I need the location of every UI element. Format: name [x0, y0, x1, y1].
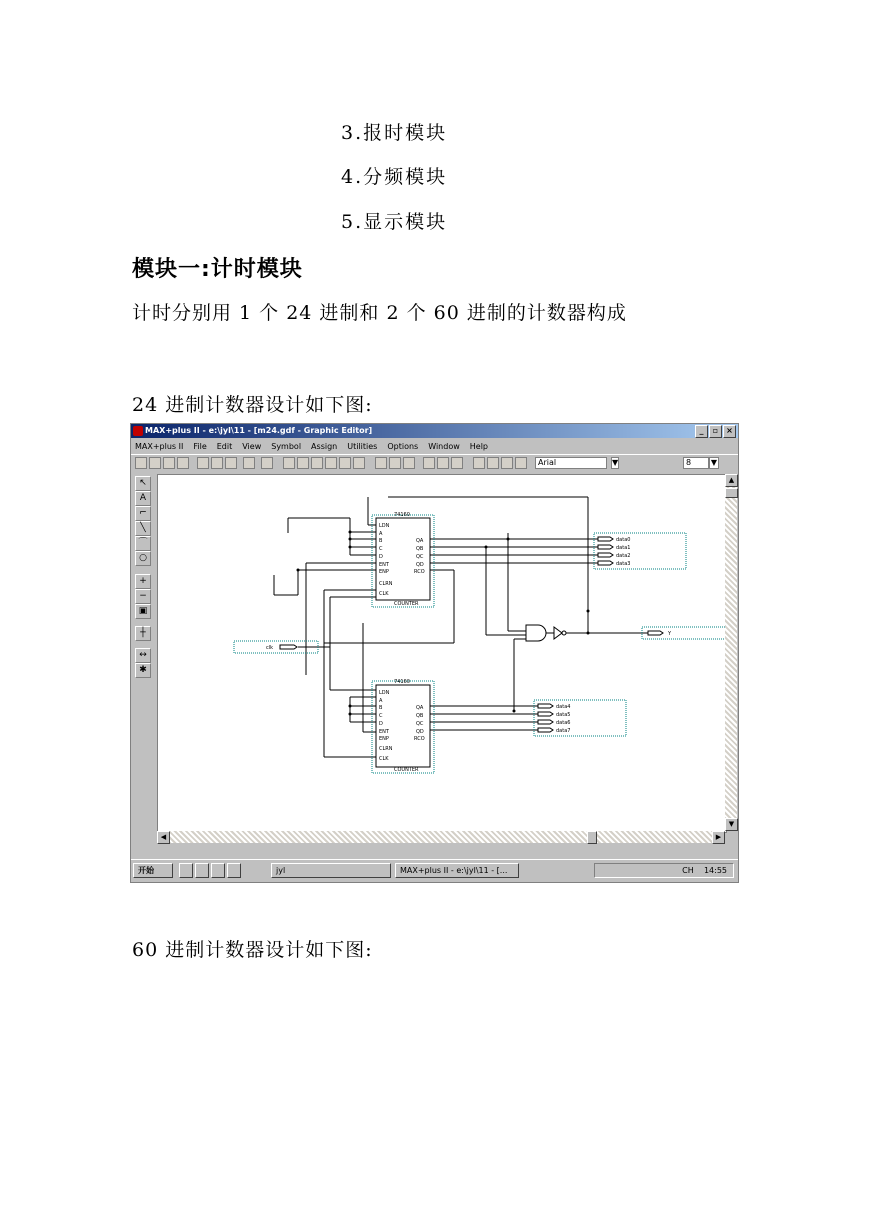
hscroll-thumb[interactable] — [587, 831, 597, 844]
save-icon[interactable] — [163, 457, 175, 469]
arc-tool-icon[interactable]: ⌒ — [135, 536, 151, 551]
pin-c-top: C — [379, 546, 383, 552]
output-data0: data0 — [616, 537, 631, 543]
output-data2: data2 — [616, 553, 631, 559]
pin-qa-top: QA — [416, 538, 424, 544]
list-item-3: 3.报时模块 — [341, 122, 448, 144]
font-size-select[interactable]: 8 — [683, 457, 709, 469]
pin-ldn-top: LDN — [379, 523, 390, 529]
body-paragraph: 计时分别用 1 个 24 进制和 2 个 60 进制的计数器构成 — [132, 302, 627, 324]
close-icon[interactable]: × — [723, 425, 736, 438]
pin-qb-top: QB — [416, 546, 424, 552]
disconnect-icon[interactable]: ✱ — [135, 663, 151, 678]
menu-window[interactable]: Window — [428, 441, 460, 451]
toolbar — [131, 454, 738, 473]
project-save-icon[interactable] — [389, 457, 401, 469]
zoom-a-icon[interactable] — [473, 457, 485, 469]
compile-icon[interactable] — [311, 457, 323, 469]
zoom-c-icon[interactable] — [501, 457, 513, 469]
pin-c-bottom: C — [379, 713, 383, 719]
output-data3: data3 — [616, 561, 631, 567]
scroll-right-icon[interactable]: ▶ — [712, 831, 725, 844]
pin-b-top: B — [379, 538, 383, 544]
clock: 14:55 — [703, 866, 727, 875]
counter-bottom-part: 74160 — [394, 679, 410, 685]
open-file-icon[interactable] — [149, 457, 161, 469]
pin-ldn-bottom: LDN — [379, 690, 390, 696]
pin-rco-bottom: RCO — [414, 736, 425, 742]
program-icon[interactable] — [353, 457, 365, 469]
floorplan-icon[interactable] — [297, 457, 309, 469]
font-select[interactable]: Arial — [535, 457, 607, 469]
symbol-edit-icon[interactable] — [437, 457, 449, 469]
pin-a-bottom: A — [379, 698, 383, 704]
system-tray — [594, 863, 734, 878]
paste-icon[interactable] — [225, 457, 237, 469]
pointer-icon[interactable]: ↖ — [135, 476, 151, 491]
project-compile-icon[interactable] — [403, 457, 415, 469]
app-icon — [133, 426, 143, 436]
menu-file[interactable]: File — [193, 441, 207, 451]
zoom-d-icon[interactable] — [515, 457, 527, 469]
schematic-canvas[interactable] — [157, 474, 727, 833]
pin-d-top: D — [379, 554, 383, 560]
ime-indicator[interactable]: CH — [682, 866, 694, 875]
left-toolbox — [133, 476, 153, 696]
restore-icon[interactable]: ▫ — [709, 425, 722, 438]
pin-qa-bottom: QA — [416, 705, 424, 711]
figure-caption-60: 60 进制计数器设计如下图: — [132, 939, 373, 961]
pin-clk-top: CLK — [379, 591, 389, 597]
window-title: MAX+plus II - e:\jyl\11 - [m24.gdf - Graphic Editor] — [145, 426, 373, 435]
pin-clk-bottom: CLK — [379, 756, 389, 762]
diagonal-line-icon[interactable]: ╲ — [135, 521, 151, 536]
window-titlebar — [131, 424, 738, 438]
menu-app[interactable]: MAX+plus II — [135, 441, 184, 451]
copy-icon[interactable] — [211, 457, 223, 469]
minimize-icon[interactable]: _ — [695, 425, 708, 438]
scroll-thumb[interactable] — [725, 488, 738, 498]
menu-help[interactable]: Help — [469, 441, 489, 451]
pin-enp-top: ENP — [379, 569, 389, 575]
desktop-icon[interactable] — [211, 863, 225, 878]
windows-taskbar — [131, 859, 738, 882]
output-data5: data5 — [556, 712, 571, 718]
list-item-5: 5.显示模块 — [341, 211, 448, 233]
chevron-down-icon[interactable]: ▼ — [710, 458, 718, 467]
pin-qc-bottom: QC — [416, 721, 424, 727]
zoom-out-icon[interactable]: − — [135, 589, 151, 604]
output-y: Y — [668, 631, 672, 637]
outlook-icon[interactable] — [195, 863, 209, 878]
pin-enp-bottom: ENP — [379, 736, 389, 742]
new-file-icon[interactable] — [135, 457, 147, 469]
menu-view[interactable]: View — [242, 441, 262, 451]
zoom-b-icon[interactable] — [487, 457, 499, 469]
schematic-drawing — [158, 475, 726, 832]
scroll-up-icon[interactable]: ▲ — [725, 474, 738, 487]
help-icon[interactable] — [261, 457, 273, 469]
taskbar-folder[interactable]: jyl — [271, 863, 391, 878]
circle-tool-icon[interactable]: ○ — [135, 551, 151, 566]
project-set-icon[interactable] — [375, 457, 387, 469]
print-icon[interactable] — [177, 457, 189, 469]
scroll-down-icon[interactable]: ▼ — [725, 818, 738, 831]
symbol-icon[interactable] — [423, 457, 435, 469]
pin-qd-top: QD — [416, 562, 424, 568]
pin-a-top: A — [379, 531, 383, 537]
vertical-scrollbar[interactable] — [725, 474, 737, 831]
symbol-create-icon[interactable] — [451, 457, 463, 469]
pin-clrn-top: CLRN — [379, 581, 393, 587]
list-item-4: 4.分频模块 — [341, 166, 448, 188]
timing-icon[interactable] — [339, 457, 351, 469]
ie-icon[interactable] — [179, 863, 193, 878]
output-data4: data4 — [556, 704, 571, 710]
counter-bottom-footer: COUNTER — [394, 767, 419, 773]
maxplus-screenshot — [130, 423, 739, 883]
fit-window-icon[interactable]: ▣ — [135, 604, 151, 619]
figure-caption-24: 24 进制计数器设计如下图: — [132, 394, 373, 416]
undo-icon[interactable] — [243, 457, 255, 469]
output-data6: data6 — [556, 720, 571, 726]
input-clk: clk — [266, 645, 274, 651]
pin-qd-bottom: QD — [416, 729, 424, 735]
hierarchy-icon[interactable] — [283, 457, 295, 469]
menu-edit[interactable]: Edit — [216, 441, 233, 451]
menu-utilities[interactable]: Utilities — [347, 441, 378, 451]
pin-qb-bottom: QB — [416, 713, 424, 719]
rubberband-icon[interactable]: ┼ — [135, 626, 151, 641]
text-tool-icon[interactable]: A — [135, 491, 151, 506]
connect-icon[interactable]: ↔ — [135, 648, 151, 663]
zoom-in-icon[interactable]: + — [135, 574, 151, 589]
counter-top-part: 74160 — [394, 512, 410, 518]
scroll-left-icon[interactable]: ◀ — [157, 831, 170, 844]
simulate-icon[interactable] — [325, 457, 337, 469]
pin-ent-bottom: ENT — [379, 729, 389, 735]
pin-qc-top: QC — [416, 554, 424, 560]
horizontal-scrollbar[interactable] — [157, 831, 725, 843]
menu-symbol[interactable]: Symbol — [271, 441, 302, 451]
media-icon[interactable] — [227, 863, 241, 878]
chevron-down-icon[interactable]: ▼ — [612, 458, 619, 467]
pin-rco-top: RCO — [414, 569, 425, 575]
menu-assign[interactable]: Assign — [311, 441, 338, 451]
counter-top-footer: COUNTER — [394, 601, 419, 607]
output-data7: data7 — [556, 728, 571, 734]
menu-options[interactable]: Options — [387, 441, 419, 451]
pin-b-bottom: B — [379, 705, 383, 711]
pin-clrn-bottom: CLRN — [379, 746, 393, 752]
menu-bar — [131, 439, 738, 453]
section-heading: 模块一:计时模块 — [132, 257, 303, 282]
start-button[interactable]: 开始 — [133, 863, 173, 878]
pin-ent-top: ENT — [379, 562, 389, 568]
pin-d-bottom: D — [379, 721, 383, 727]
taskbar-app[interactable]: MAX+plus II - e:\jyl\11 - [... — [395, 863, 519, 878]
cut-icon[interactable] — [197, 457, 209, 469]
orthogonal-line-icon[interactable]: ⌐ — [135, 506, 151, 521]
output-data1: data1 — [616, 545, 631, 551]
